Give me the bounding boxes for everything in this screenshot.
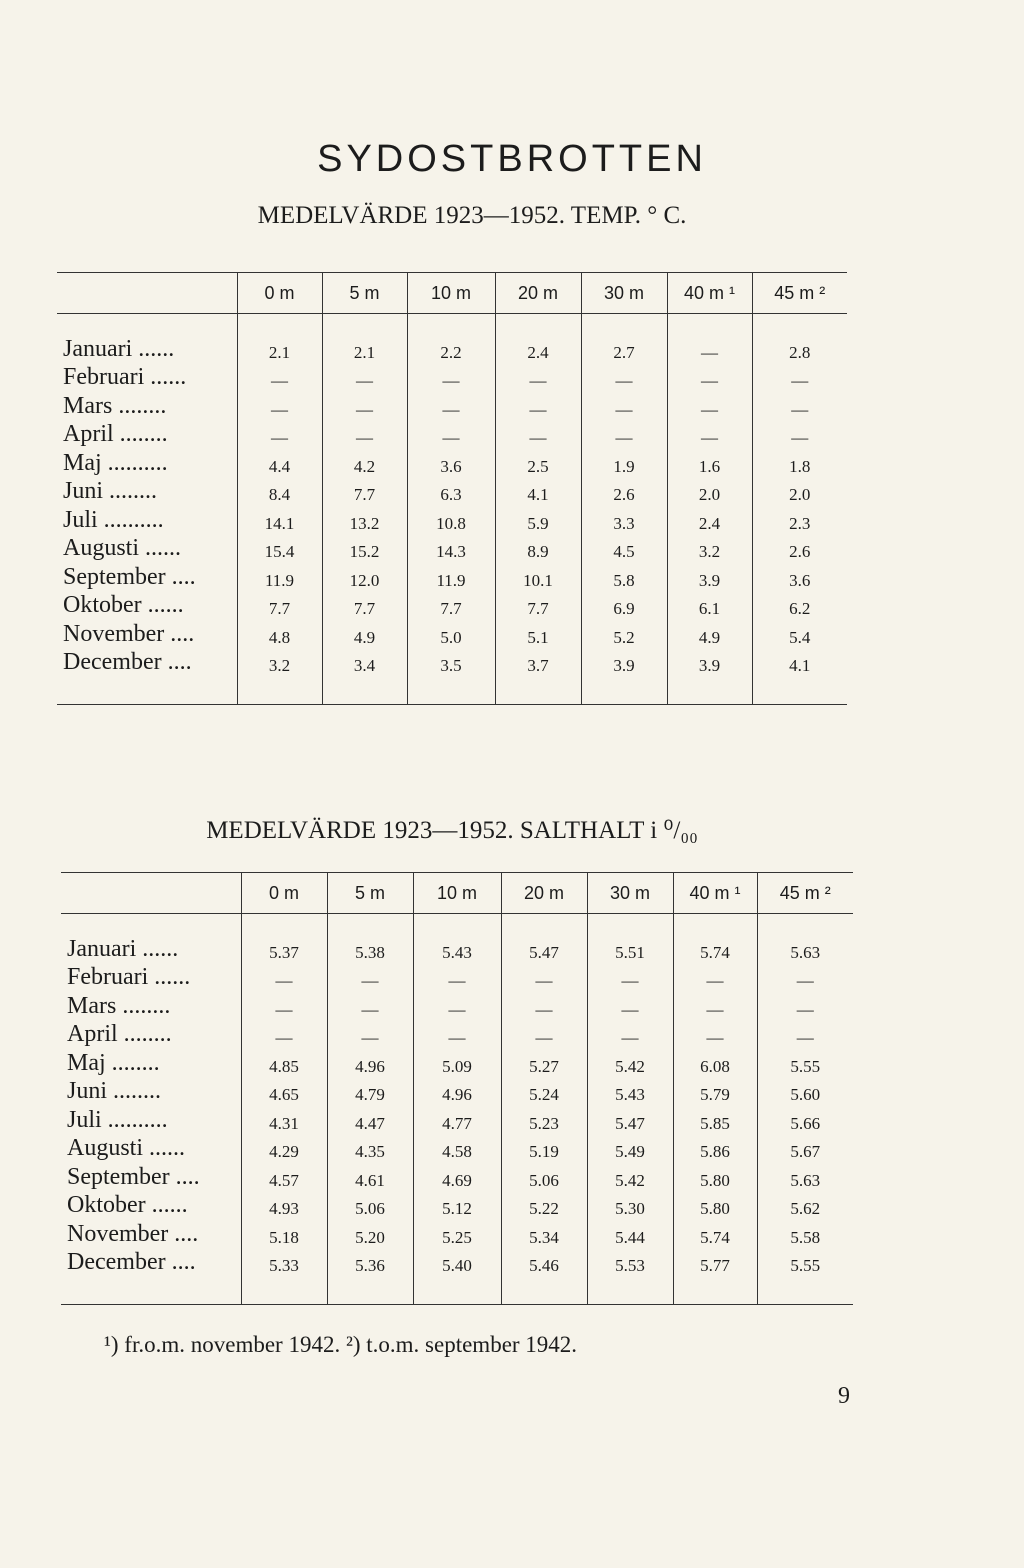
table-cell: 5.27 bbox=[501, 1048, 587, 1077]
table-row bbox=[61, 1191, 853, 1220]
month-label: Augusti ...... bbox=[63, 535, 182, 561]
table-row bbox=[61, 963, 853, 992]
table-cell: 5.74 bbox=[673, 1219, 757, 1248]
table-cell: — bbox=[501, 991, 587, 1020]
table-cell: 5.38 bbox=[327, 934, 413, 963]
table-cell: 1.6 bbox=[667, 448, 752, 477]
column-header: 40 m ¹ bbox=[673, 873, 757, 914]
table-cell: 4.31 bbox=[241, 1105, 327, 1134]
table-cell: 2.0 bbox=[752, 477, 847, 506]
month-label: Augusti ...... bbox=[67, 1135, 186, 1161]
table-row bbox=[57, 334, 847, 363]
table-cell: 4.35 bbox=[327, 1134, 413, 1163]
table-cell: 3.2 bbox=[667, 534, 752, 563]
table-cell: — bbox=[501, 1020, 587, 1049]
table-cell: 14.3 bbox=[407, 534, 495, 563]
table-cell: — bbox=[673, 1020, 757, 1049]
column-header: 20 m bbox=[501, 873, 587, 914]
column-header: 30 m bbox=[587, 873, 673, 914]
table-cell: 8.4 bbox=[237, 477, 322, 506]
month-label: Juni ........ bbox=[67, 1078, 162, 1104]
table-cell: 5.33 bbox=[241, 1248, 327, 1277]
table-cell: — bbox=[322, 391, 407, 420]
table-cell: — bbox=[327, 1020, 413, 1049]
table-cell: — bbox=[587, 963, 673, 992]
table-cell: 2.3 bbox=[752, 505, 847, 534]
table-cell: 4.9 bbox=[667, 619, 752, 648]
table-cell: 11.9 bbox=[237, 562, 322, 591]
table-cell: 3.9 bbox=[581, 648, 667, 677]
table-cell: 5.58 bbox=[757, 1219, 853, 1248]
table-cell: 7.7 bbox=[407, 591, 495, 620]
table-cell: 6.3 bbox=[407, 477, 495, 506]
table-cell: 4.1 bbox=[752, 648, 847, 677]
column-header: 10 m bbox=[413, 873, 501, 914]
table-cell: 14.1 bbox=[237, 505, 322, 534]
column-header: 40 m ¹ bbox=[667, 273, 752, 314]
table-cell: 3.6 bbox=[407, 448, 495, 477]
table-cell: — bbox=[581, 391, 667, 420]
table-cell: 5.20 bbox=[327, 1219, 413, 1248]
month-label: Maj ........ bbox=[67, 1049, 160, 1076]
table-cell: 5.22 bbox=[501, 1191, 587, 1220]
table-cell: 4.1 bbox=[495, 477, 581, 506]
table-cell: 5.66 bbox=[757, 1105, 853, 1134]
table-cell: 5.40 bbox=[413, 1248, 501, 1277]
month-label: Juli .......... bbox=[63, 506, 164, 533]
column-header: 10 m bbox=[407, 273, 495, 314]
table-row bbox=[57, 448, 847, 477]
table-cell: 5.80 bbox=[673, 1162, 757, 1191]
table-cell: 4.47 bbox=[327, 1105, 413, 1134]
table-cell: 4.4 bbox=[237, 448, 322, 477]
month-label: Juli .......... bbox=[67, 1106, 168, 1133]
temperature-subtitle: MEDELVÄRDE 1923—1952. TEMP. ° C. bbox=[257, 202, 687, 229]
table-cell: 5.1 bbox=[495, 619, 581, 648]
month-label: April ........ bbox=[63, 421, 168, 447]
table-cell: 2.7 bbox=[581, 334, 667, 363]
table-cell: 3.5 bbox=[407, 648, 495, 677]
table-cell: 5.06 bbox=[501, 1162, 587, 1191]
month-label: Mars ........ bbox=[67, 992, 171, 1019]
table-cell: 2.0 bbox=[667, 477, 752, 506]
table-cell: 2.6 bbox=[581, 477, 667, 506]
footnote: ¹) fr.o.m. november 1942. ²) t.o.m. september 1942. bbox=[104, 1332, 578, 1357]
month-label: Oktober ...... bbox=[67, 1192, 188, 1218]
table-cell: — bbox=[495, 391, 581, 420]
month-label: Januari ...... bbox=[63, 335, 175, 362]
table-row bbox=[57, 648, 847, 677]
table-cell: 4.57 bbox=[241, 1162, 327, 1191]
month-label: Juni ........ bbox=[63, 478, 158, 504]
table-cell: — bbox=[667, 420, 752, 449]
table-cell: 6.08 bbox=[673, 1048, 757, 1077]
table-cell: 4.96 bbox=[413, 1077, 501, 1106]
table-row bbox=[61, 1248, 853, 1277]
table-cell: 5.79 bbox=[673, 1077, 757, 1106]
table-cell: 3.9 bbox=[667, 648, 752, 677]
table-cell: 3.7 bbox=[495, 648, 581, 677]
table-row bbox=[61, 991, 853, 1020]
table-cell: — bbox=[237, 363, 322, 392]
table-cell: 4.58 bbox=[413, 1134, 501, 1163]
table-cell: 5.46 bbox=[501, 1248, 587, 1277]
table-cell: 3.9 bbox=[667, 562, 752, 591]
table-cell: — bbox=[407, 363, 495, 392]
table-cell: 3.3 bbox=[581, 505, 667, 534]
header-month bbox=[57, 273, 237, 314]
table-cell: 15.2 bbox=[322, 534, 407, 563]
table-cell: — bbox=[757, 991, 853, 1020]
table-cell: 5.42 bbox=[587, 1162, 673, 1191]
table-cell: 4.77 bbox=[413, 1105, 501, 1134]
table-cell: — bbox=[237, 391, 322, 420]
table-row bbox=[57, 591, 847, 620]
table-cell: 4.93 bbox=[241, 1191, 327, 1220]
table-cell: — bbox=[673, 963, 757, 992]
table-cell: 5.4 bbox=[752, 619, 847, 648]
table-row bbox=[61, 1219, 853, 1248]
month-label: Februari ...... bbox=[63, 364, 187, 390]
table-cell: 5.30 bbox=[587, 1191, 673, 1220]
table-cell: 5.25 bbox=[413, 1219, 501, 1248]
page-number: 9 bbox=[838, 1383, 850, 1409]
table-cell: 5.43 bbox=[587, 1077, 673, 1106]
table-cell: 5.42 bbox=[587, 1048, 673, 1077]
month-label: Februari ...... bbox=[67, 964, 191, 990]
month-label: April ........ bbox=[67, 1021, 172, 1047]
table-cell: 11.9 bbox=[407, 562, 495, 591]
table-cell: 5.85 bbox=[673, 1105, 757, 1134]
table-row bbox=[57, 363, 847, 392]
table-cell: — bbox=[407, 420, 495, 449]
column-header: 0 m bbox=[237, 273, 322, 314]
table-cell: 4.9 bbox=[322, 619, 407, 648]
month-label: December .... bbox=[67, 1249, 196, 1275]
table-cell: 5.19 bbox=[501, 1134, 587, 1163]
table-cell: — bbox=[495, 363, 581, 392]
table-cell: 5.53 bbox=[587, 1248, 673, 1277]
table-cell: 5.8 bbox=[581, 562, 667, 591]
month-label: September .... bbox=[63, 563, 196, 590]
table-cell: 5.63 bbox=[757, 1162, 853, 1191]
table-cell: 5.49 bbox=[587, 1134, 673, 1163]
table-row bbox=[57, 420, 847, 449]
table-cell: 10.1 bbox=[495, 562, 581, 591]
table-cell: 13.2 bbox=[322, 505, 407, 534]
table-cell: 5.18 bbox=[241, 1219, 327, 1248]
table-row bbox=[61, 1134, 853, 1163]
table-cell: — bbox=[667, 363, 752, 392]
table-cell: — bbox=[673, 991, 757, 1020]
table-row bbox=[57, 562, 847, 591]
table-row bbox=[61, 934, 853, 963]
salinity-subtitle: MEDELVÄRDE 1923—1952. SALTHALT i ⁰/₀₀ bbox=[206, 817, 698, 844]
table-cell: — bbox=[757, 963, 853, 992]
table-cell: 4.79 bbox=[327, 1077, 413, 1106]
table-cell: — bbox=[752, 391, 847, 420]
table-cell: 4.2 bbox=[322, 448, 407, 477]
month-label: Maj .......... bbox=[63, 449, 168, 476]
column-header: 5 m bbox=[327, 873, 413, 914]
table-cell: 5.47 bbox=[587, 1105, 673, 1134]
table-cell: 5.09 bbox=[413, 1048, 501, 1077]
table-cell: 4.85 bbox=[241, 1048, 327, 1077]
table-row bbox=[57, 391, 847, 420]
month-label: November .... bbox=[67, 1220, 199, 1247]
table-cell: 7.7 bbox=[322, 591, 407, 620]
table-cell: 5.23 bbox=[501, 1105, 587, 1134]
column-header: 45 m ² bbox=[752, 273, 847, 314]
table-cell: — bbox=[757, 1020, 853, 1049]
table-cell: — bbox=[752, 363, 847, 392]
table-cell: — bbox=[587, 1020, 673, 1049]
table-row bbox=[61, 1162, 853, 1191]
table-cell: 6.1 bbox=[667, 591, 752, 620]
table-cell: 5.77 bbox=[673, 1248, 757, 1277]
table-cell: — bbox=[322, 420, 407, 449]
column-header: 0 m bbox=[241, 873, 327, 914]
table-cell: — bbox=[752, 420, 847, 449]
table-cell: — bbox=[241, 963, 327, 992]
table-cell: 8.9 bbox=[495, 534, 581, 563]
table-cell: 6.2 bbox=[752, 591, 847, 620]
table-cell: — bbox=[322, 363, 407, 392]
table-cell: 7.7 bbox=[495, 591, 581, 620]
table-cell: 5.2 bbox=[581, 619, 667, 648]
table-cell: 4.5 bbox=[581, 534, 667, 563]
column-header: 5 m bbox=[322, 273, 407, 314]
table-cell: — bbox=[581, 363, 667, 392]
table-cell: 3.2 bbox=[237, 648, 322, 677]
table-cell: 4.61 bbox=[327, 1162, 413, 1191]
column-header: 20 m bbox=[495, 273, 581, 314]
table-cell: 5.43 bbox=[413, 934, 501, 963]
table-cell: 3.6 bbox=[752, 562, 847, 591]
table-cell: — bbox=[241, 1020, 327, 1049]
table-cell: 4.69 bbox=[413, 1162, 501, 1191]
table-cell: 4.29 bbox=[241, 1134, 327, 1163]
table-cell: 7.7 bbox=[237, 591, 322, 620]
page-title: SYDOSTBROTTEN bbox=[317, 138, 707, 180]
table-cell: 4.8 bbox=[237, 619, 322, 648]
table-row bbox=[61, 1020, 853, 1049]
table-cell: — bbox=[501, 963, 587, 992]
table-cell: 5.44 bbox=[587, 1219, 673, 1248]
table-cell: — bbox=[495, 420, 581, 449]
table-cell: 4.65 bbox=[241, 1077, 327, 1106]
table-cell: 5.60 bbox=[757, 1077, 853, 1106]
table-cell: 3.4 bbox=[322, 648, 407, 677]
table-cell: 5.86 bbox=[673, 1134, 757, 1163]
table-cell: 2.2 bbox=[407, 334, 495, 363]
table-cell: — bbox=[237, 420, 322, 449]
month-label: December .... bbox=[63, 649, 192, 675]
temperature-table bbox=[57, 272, 847, 705]
table-row bbox=[57, 505, 847, 534]
table-cell: 2.8 bbox=[752, 334, 847, 363]
table-cell: 5.37 bbox=[241, 934, 327, 963]
table-cell: — bbox=[667, 391, 752, 420]
table-cell: 1.9 bbox=[581, 448, 667, 477]
table-row bbox=[57, 534, 847, 563]
table-cell: 5.80 bbox=[673, 1191, 757, 1220]
table-cell: 6.9 bbox=[581, 591, 667, 620]
table-cell: 7.7 bbox=[322, 477, 407, 506]
table-cell: 2.4 bbox=[495, 334, 581, 363]
table-cell: — bbox=[587, 991, 673, 1020]
table-cell: 5.51 bbox=[587, 934, 673, 963]
table-row bbox=[57, 619, 847, 648]
salinity-table bbox=[61, 872, 853, 1305]
table-cell: 4.96 bbox=[327, 1048, 413, 1077]
table-row bbox=[61, 1105, 853, 1134]
table-row bbox=[57, 477, 847, 506]
table-cell: — bbox=[413, 991, 501, 1020]
header-month bbox=[61, 873, 241, 914]
table-cell: 5.24 bbox=[501, 1077, 587, 1106]
table-cell: 5.34 bbox=[501, 1219, 587, 1248]
table-cell: 5.67 bbox=[757, 1134, 853, 1163]
table-cell: — bbox=[241, 991, 327, 1020]
table-cell: 5.55 bbox=[757, 1048, 853, 1077]
month-label: November .... bbox=[63, 620, 195, 647]
table-cell: 2.1 bbox=[322, 334, 407, 363]
table-cell: 5.62 bbox=[757, 1191, 853, 1220]
table-cell: 5.12 bbox=[413, 1191, 501, 1220]
table-cell: 5.74 bbox=[673, 934, 757, 963]
table-cell: 5.0 bbox=[407, 619, 495, 648]
table-cell: — bbox=[413, 963, 501, 992]
table-cell: 5.63 bbox=[757, 934, 853, 963]
table-cell: 2.1 bbox=[237, 334, 322, 363]
table-cell: 5.9 bbox=[495, 505, 581, 534]
table-cell: 10.8 bbox=[407, 505, 495, 534]
month-label: Januari ...... bbox=[67, 935, 179, 962]
table-cell: 2.6 bbox=[752, 534, 847, 563]
table-cell: 2.5 bbox=[495, 448, 581, 477]
table-cell: — bbox=[327, 991, 413, 1020]
month-label: Oktober ...... bbox=[63, 592, 184, 618]
column-header: 30 m bbox=[581, 273, 667, 314]
table-cell: — bbox=[667, 334, 752, 363]
table-cell: — bbox=[581, 420, 667, 449]
table-cell: — bbox=[413, 1020, 501, 1049]
column-header: 45 m ² bbox=[757, 873, 853, 914]
table-cell: 15.4 bbox=[237, 534, 322, 563]
table-row bbox=[61, 1077, 853, 1106]
table-row bbox=[61, 1048, 853, 1077]
table-cell: — bbox=[407, 391, 495, 420]
table-cell: 5.47 bbox=[501, 934, 587, 963]
month-label: September .... bbox=[67, 1163, 200, 1190]
table-cell: 1.8 bbox=[752, 448, 847, 477]
table-cell: 12.0 bbox=[322, 562, 407, 591]
table-cell: — bbox=[327, 963, 413, 992]
table-cell: 5.36 bbox=[327, 1248, 413, 1277]
month-label: Mars ........ bbox=[63, 392, 167, 419]
table-cell: 2.4 bbox=[667, 505, 752, 534]
table-cell: 5.55 bbox=[757, 1248, 853, 1277]
table-cell: 5.06 bbox=[327, 1191, 413, 1220]
